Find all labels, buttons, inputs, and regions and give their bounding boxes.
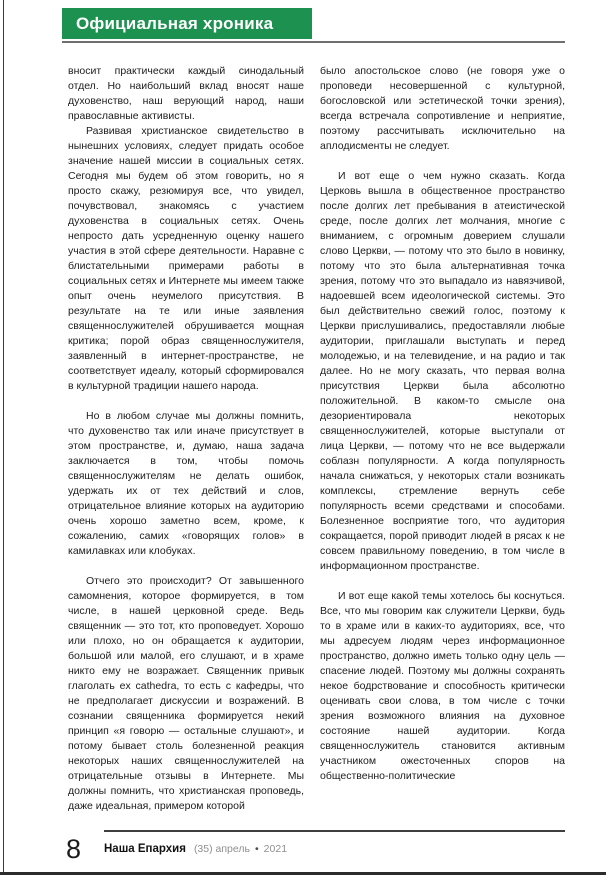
paragraph: Развивая христианское свидетельство в нынешних условиях, следует придать особое значение нашей миссии в социальных сетях. Сегодня мы будем об этом говорить, но я просто скажу, резюмируя все, что увидел, почувствовал, знакомясь с участием духовенства в социальных сетях. Очень непросто дать усредненную оценку нашего участия в этой сфере деятельности. Наравне с блистательными примерами работы в социальных сетях и Интернете мы имеем также опыт очень неумелого присутствия. В результате на те или иные заявления священнослужителей обрушивается мощная критика; порой образ священнослужителя, заявленный в интернет-пространстве, не соответствует идеалу, который сформировался в культурной традиции нашего народа. <box>68 125 304 392</box>
page-number: 8 <box>66 834 82 864</box>
page-footer <box>104 843 287 855</box>
section-title: Официальная хроника <box>76 13 274 33</box>
paragraph: И вот еще какой темы хотелось бы коснуться. Все, что мы говорим как служители Церкви, будь то в храме или в каких-то аудиториях, все, что мы адресуем людям через информационное пространство, должно иметь только одну цель — спасение людей. Поэтому мы должны сохранять некое бодрствование и способность критически оценивать свои слова, в том числе с точки зрения возможного влияния на духовное состояние нашей аудитории. Когда священнослужитель становится активным участником ожесточенных споров на общественно-политические <box>320 590 565 782</box>
page-left-border <box>3 0 4 873</box>
header-divider <box>62 41 565 43</box>
footer-separator: • <box>254 843 259 855</box>
section-header-banner <box>62 8 312 39</box>
footer-year: 2021 <box>263 843 288 855</box>
article-body <box>68 64 565 824</box>
issue-info: (35) апрель <box>193 843 250 855</box>
right-column <box>320 64 565 824</box>
journal-title: Наша Епархия <box>104 843 186 855</box>
paragraph: Отчего это происходит? От завышенного самомнения, которое формируется, в том числе, в нашей церковной среде. Ведь священник — это тот, кто проповедует. Хорошо или плохо, но он обращается к аудитории, большой или малой, его слушают, и в храме никто ему не возражает. Священник привык глаголать ex cathedra, то есть с кафедры, что не предполагает дискуссии и возражений. В сознании священника формируется некий принцип «я говорю — остальные слушают», и потому бывает столь болезненной реакция некоторых наших священнослужителей на отрицательные отзывы в Интернете. Мы должны помнить, что христианская проповедь, даже идеальная, примером которой <box>68 575 304 812</box>
paragraph: Но в любом случае мы должны помнить, что духовенство так или иначе присутствует в этом пространстве, и, думаю, наша задача заключается в том, чтобы помочь священнослужителям не делать ошибок, удержать их от тех действий и слов, отрицательное влияние которых на аудиторию очень хорошо заметно всем, кроме, к сожалению, самих «говорящих голов» в камилавках или клобуках. <box>68 410 304 557</box>
paragraph: было апостольское слово (не говоря уже о проповеди несовершенной с культурной, богословской или эстетической точки зрения), всегда встречала сопротивление и неприятие, поэтому рассчитывать исключительно на аплодисменты не следует. <box>320 65 565 152</box>
paragraph: вносит практически каждый синодальный отдел. Но наибольший вклад вносят наше духовенство, наш верующий народ, наши православные активисты. <box>68 65 304 122</box>
page-bottom-border <box>0 872 606 875</box>
footer-divider <box>104 830 565 832</box>
left-column <box>68 64 304 824</box>
paragraph: И вот еще о чем нужно сказать. Когда Церковь вышла в общественное пространство после долгих лет пребывания в атеистической среде, после долгих лет молчания, многие с вниманием, с огромным доверием слушали слово Церкви, — потому что это было в новинку, потому что это была альтернативная точка зрения, потому что это выпадало из навязчивой, надоевшей всем идеологической системы. Это был действительно свежий голос, поэтому к Церкви прислушивались, предоставляли любые аудитории, приглашали выступать и перед молодежью, и на телевидение, и на радио и так далее. Но не могу сказать, что первая волна присутствия Церкви была абсолютно положительной. В каком-то смысле она дезориентировала некоторых священнослужителей, которые выступали от лица Церкви, — потому что не все выдержали соблазн популярности. А когда популярность начала снижаться, у некоторых стали возникать комплексы, стремление вернуть себе популярность всеми средствами и способами. Болезненное восприятие того, что аудитория сокращается, порой приводит людей в рясах к не совсем правильному поведению, в том числе в информационном пространстве. <box>320 170 565 572</box>
